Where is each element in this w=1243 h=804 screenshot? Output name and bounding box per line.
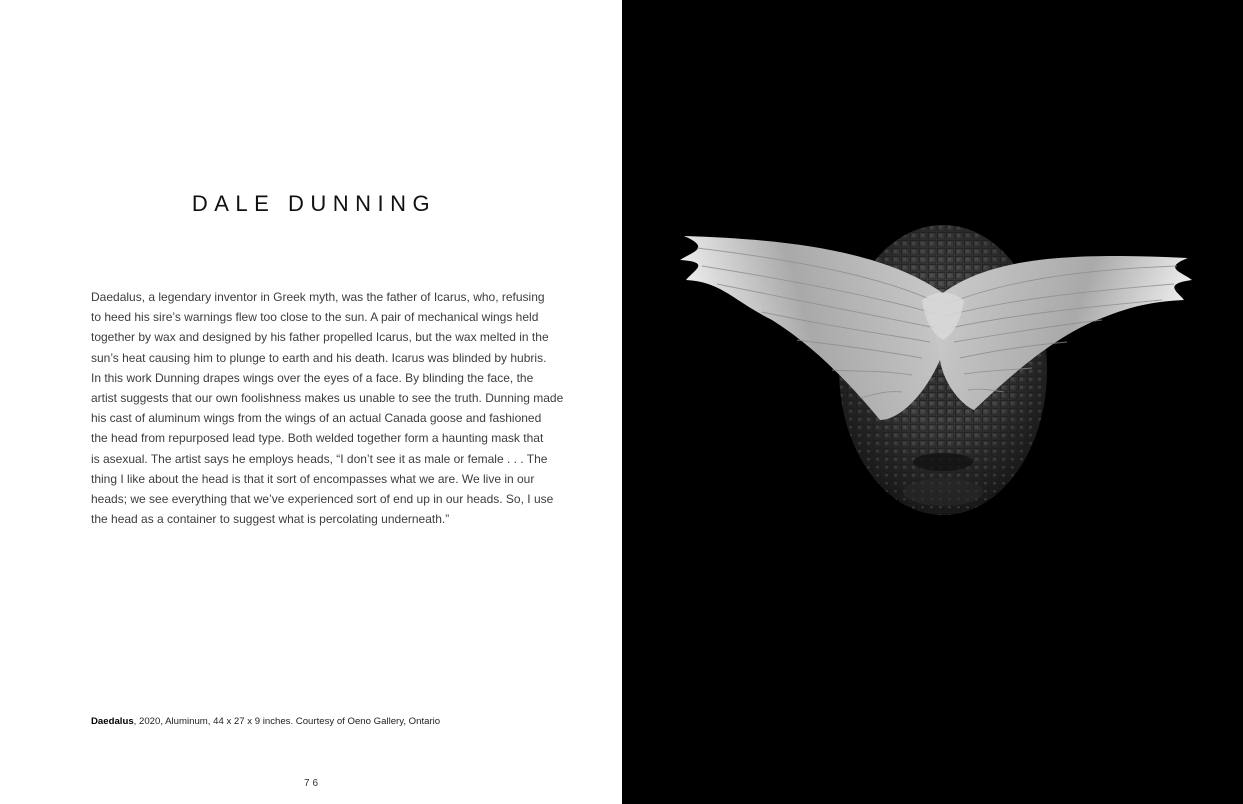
essay-line: Daedalus, a legendary inventor in Greek myth, was the father of Icarus, who, refusing — [91, 290, 545, 304]
right-page-photo — [622, 0, 1243, 804]
essay-line: artist suggests that our own foolishness makes us unable to see the truth. Dunning made — [91, 391, 564, 406]
essay-line: In this work Dunning drapes wings over the eyes of a face. By blinding the face, the — [91, 370, 534, 385]
essay-line: sun’s heat causing him to plunge to earth and his death. Icarus was blinded by hubris. — [91, 350, 547, 365]
essay-line: to heed his sire’s warnings flew too close to the sun. A pair of mechanical wings held — [91, 310, 539, 325]
artist-name-heading: DALE DUNNING — [191, 190, 437, 216]
artwork-caption — [91, 716, 571, 727]
sculpture-photo — [622, 0, 1243, 804]
caption-work-title: Daedalus — [91, 716, 134, 727]
essay-line: his cast of aluminum wings from the wings of an actual Canada goose and fashioned — [91, 411, 542, 426]
essay-line: the head from repurposed lead type. Both welded together form a haunting mask that — [91, 431, 544, 446]
essay-line: the head as a container to suggest what is percolating underneath.” — [91, 512, 450, 527]
caption-details: , 2020, Aluminum, 44 x 27 x 9 inches. Courtesy of Oeno Gallery, Ontario — [133, 716, 441, 727]
essay-line: heads; we see everything that we’ve experienced sort of end up in our heads. So, I use — [91, 492, 554, 507]
essay-line: thing I like about the head is that it sort of encompasses what we are. We live in our — [91, 471, 535, 486]
page-number: 76 — [303, 778, 322, 789]
essay-line: together by wax and designed by his father propelled Icarus, but the wax melted in the — [91, 330, 549, 345]
essay-paragraph — [91, 287, 564, 529]
essay-line: is asexual. The artist says he employs heads, “I don’t see it as male or female . . . The — [91, 451, 548, 466]
